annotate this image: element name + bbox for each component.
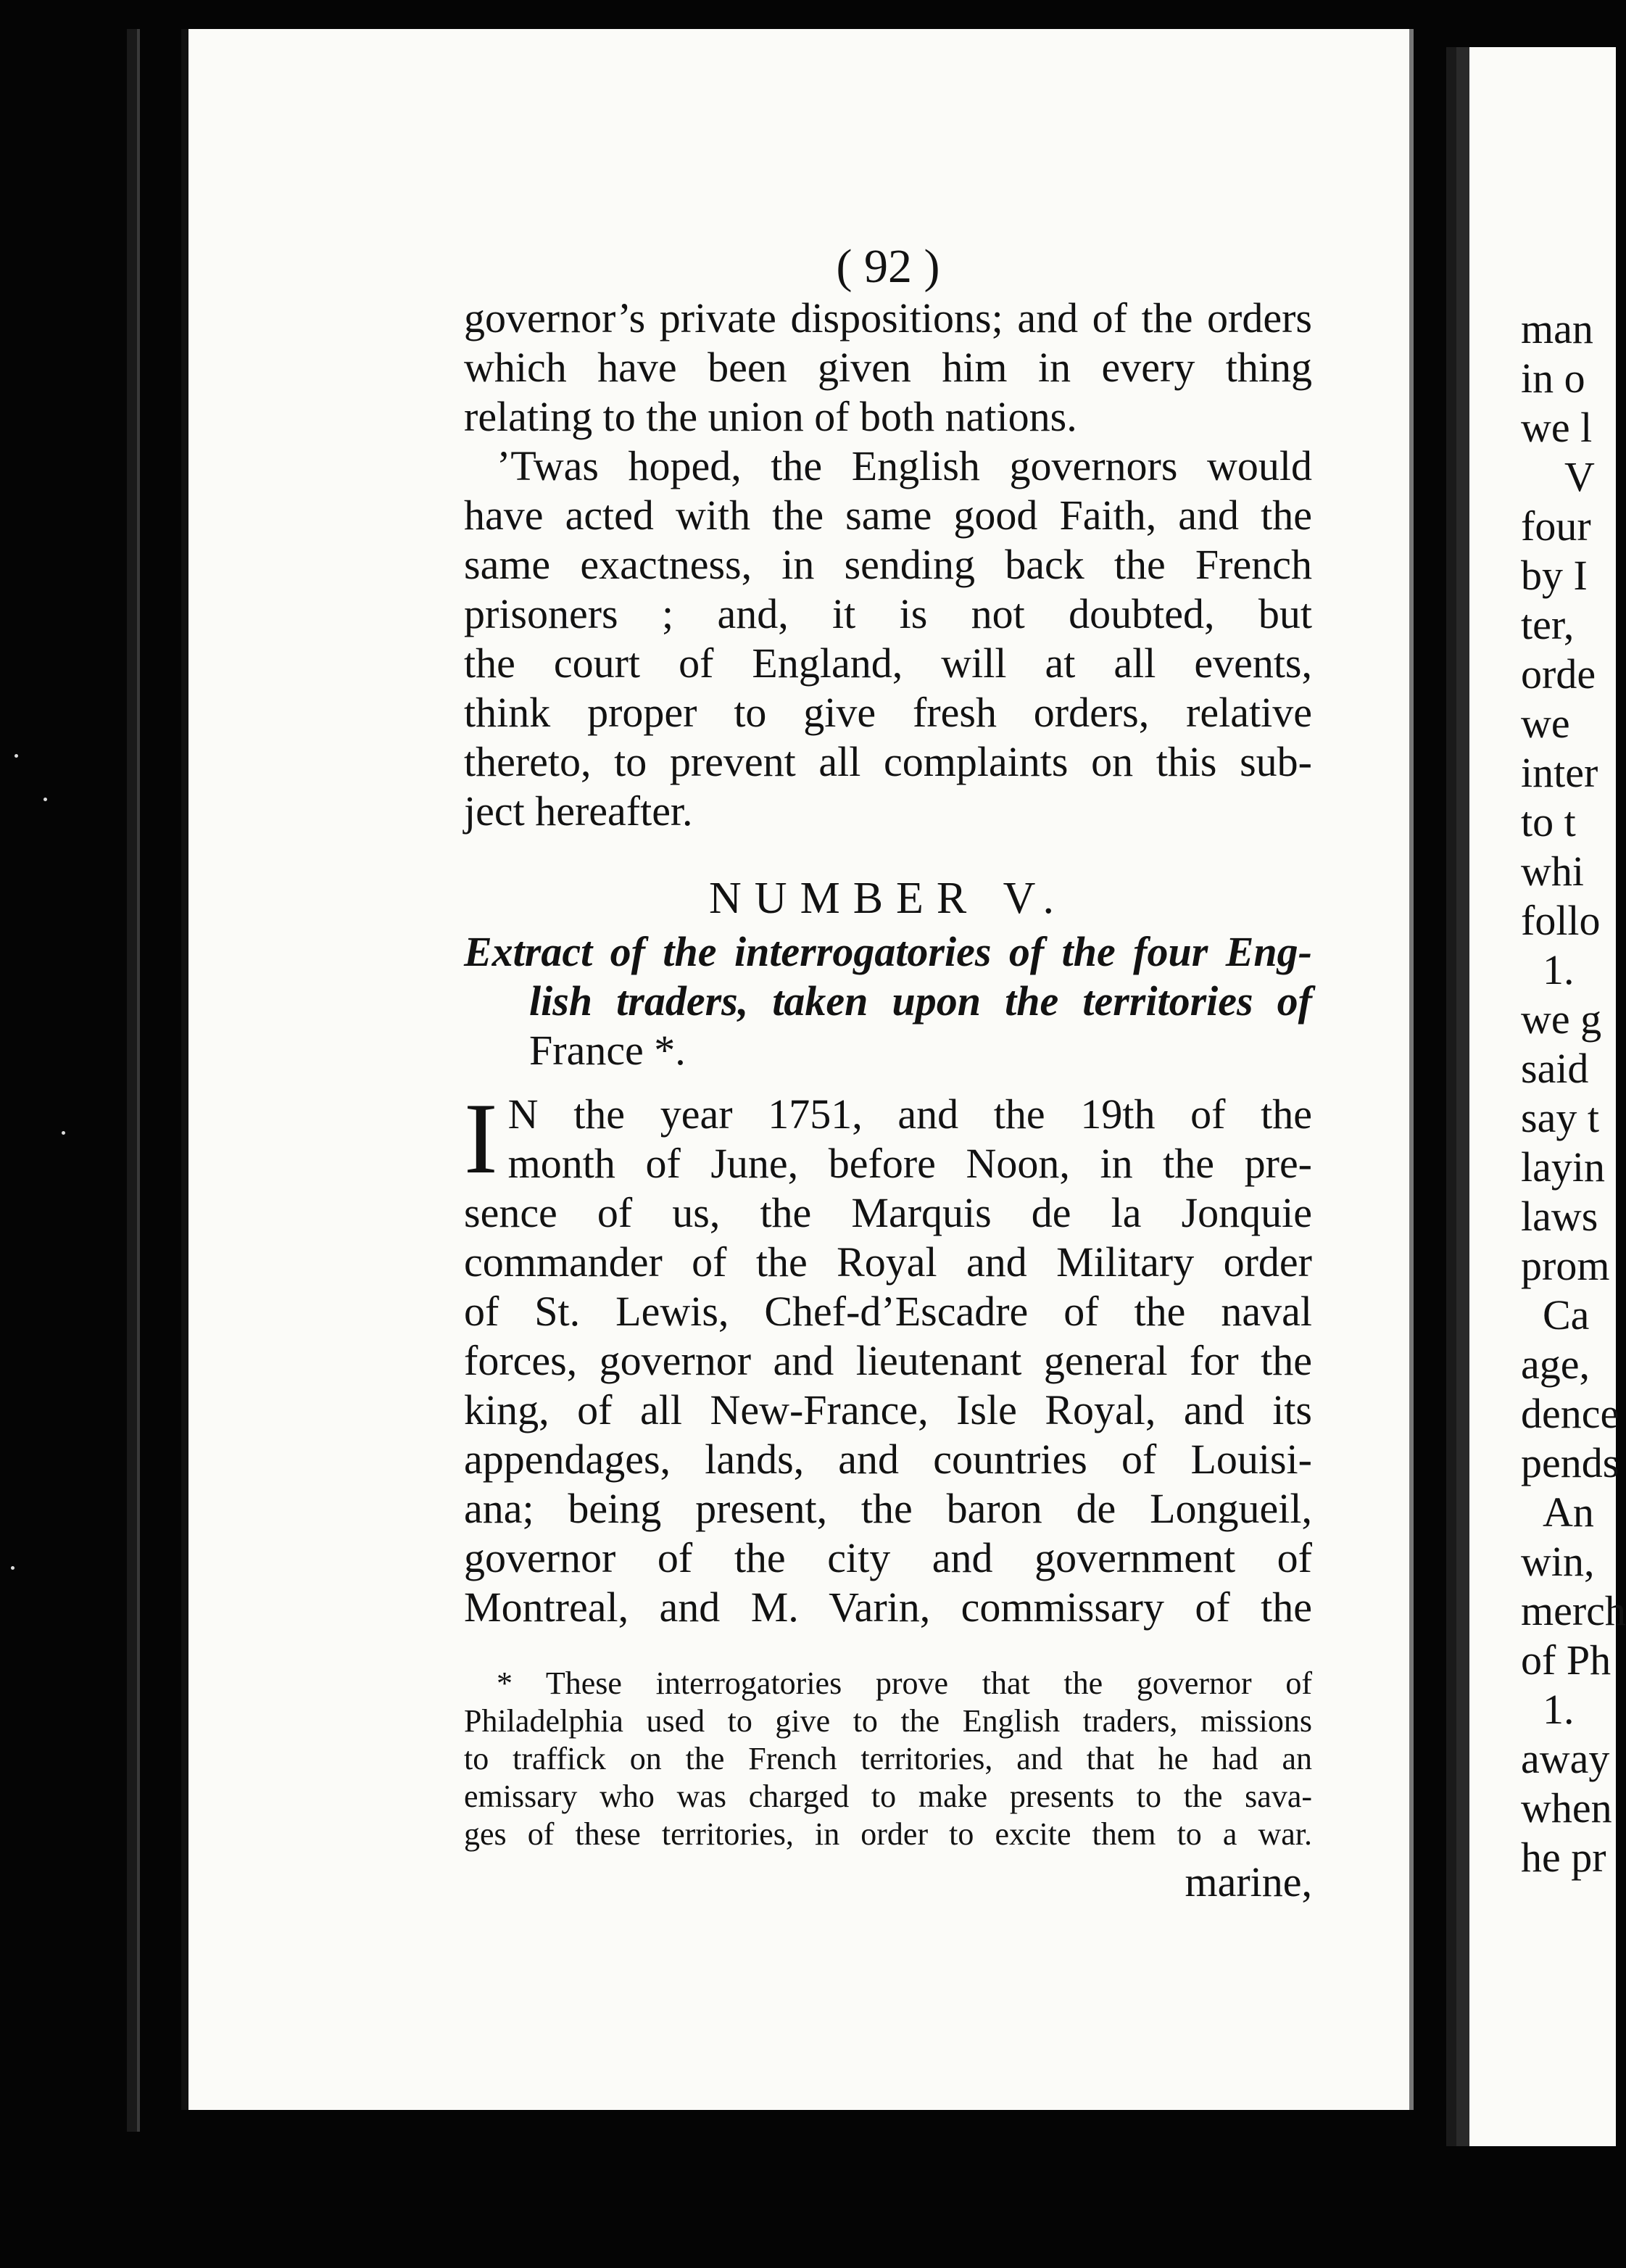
facing-line: said: [1521, 1045, 1589, 1092]
text-line: same exactness, in sending back the French: [464, 541, 1312, 588]
footnote-line: * These interrogatories prove that the governor of: [497, 1665, 1312, 1701]
text-line: France *.: [529, 1027, 686, 1074]
facing-line: orde: [1521, 650, 1596, 698]
facing-line: by I: [1521, 552, 1588, 599]
text-line: governor of the city and government of: [464, 1534, 1312, 1581]
catchword: marine,: [1185, 1858, 1312, 1905]
footnote-line: emissary who was charged to make presents to the sava-: [464, 1779, 1312, 1814]
scan-speck: [43, 798, 47, 801]
text-line: N the year 1751, and the 19th of the: [507, 1090, 1312, 1138]
text-line: forces, governor and lieutenant general for the: [464, 1337, 1312, 1384]
text-line: have acted with the same good Faith, and the: [464, 492, 1312, 539]
facing-line: when: [1521, 1784, 1612, 1832]
text-line: ’Twas hoped, the English governors would: [497, 442, 1312, 489]
text-line: lish traders, taken upon the territories of: [529, 977, 1312, 1025]
facing-line: whi: [1521, 848, 1584, 895]
facing-line: prom: [1521, 1242, 1610, 1289]
facing-line: he pr: [1521, 1834, 1606, 1881]
text-line: Extract of the interrogatories of the four Eng-: [464, 928, 1312, 975]
facing-line: age,: [1521, 1341, 1590, 1388]
text-line: sence of us, the Marquis de la Jonquie: [464, 1189, 1312, 1236]
facing-line: to t: [1521, 798, 1576, 845]
facing-line: laws: [1521, 1193, 1598, 1240]
binding-edge: [127, 29, 140, 2132]
scan-speck: [11, 1566, 14, 1570]
text-line: commander of the Royal and Military order: [464, 1238, 1312, 1286]
facing-line: we: [1521, 700, 1570, 747]
main-paragraph: [464, 1083, 1312, 1632]
text-line: month of June, before Noon, in the pre-: [507, 1140, 1312, 1187]
facing-line: An: [1543, 1489, 1594, 1536]
facing-line: we g: [1521, 996, 1602, 1043]
text-line: prisoners ; and, it is not doubted, but: [464, 590, 1312, 637]
facing-line: win,: [1521, 1538, 1595, 1585]
text-line: appendages, lands, and countries of Louisi-: [464, 1436, 1312, 1483]
left-page-text: [464, 294, 1312, 1907]
facing-line: 1.: [1543, 946, 1575, 993]
text-line: Montreal, and M. Varin, commissary of the: [464, 1584, 1312, 1631]
facing-line: of Ph: [1521, 1636, 1612, 1684]
facing-line: follo: [1521, 897, 1601, 944]
text-line: think proper to give fresh orders, relative: [464, 689, 1312, 736]
page-number: ( 92 ): [836, 240, 940, 293]
extract-title: [464, 927, 1312, 1075]
facing-line: Ca: [1543, 1291, 1590, 1338]
text-line: which have been given him in every thing: [464, 344, 1312, 391]
footnote-line: to traffick on the French territories, and that he had an: [464, 1741, 1312, 1776]
text-line: thereto, to prevent all complaints on this sub-: [464, 738, 1312, 785]
paragraph: [464, 442, 1312, 836]
text-line: the court of England, will at all events,: [464, 640, 1312, 687]
scan-speck: [62, 1131, 65, 1135]
opening-lines: [464, 294, 1312, 442]
facing-line: merch: [1521, 1587, 1626, 1634]
text-line: governor’s private dispositions; and of the orders: [464, 294, 1312, 342]
text-line: ana; being present, the baron de Longueil,: [464, 1485, 1312, 1532]
text-line: of St. Lewis, Chef-d’Escadre of the naval: [464, 1288, 1312, 1335]
facing-line: 1.: [1543, 1686, 1575, 1733]
facing-line: ter,: [1521, 601, 1575, 648]
facing-page-text: [1521, 305, 1626, 1882]
section-heading: NUMBER V.: [709, 874, 1067, 923]
facing-line: away: [1521, 1735, 1610, 1782]
facing-line: four: [1521, 502, 1591, 550]
facing-line: layin: [1521, 1143, 1605, 1191]
facing-line: man: [1521, 305, 1593, 352]
text-line: ject hereafter.: [464, 787, 693, 835]
drop-cap: I: [464, 1083, 498, 1195]
footnote-line: ges of these territories, in order to excite them to a war.: [464, 1816, 1312, 1852]
scan-speck: [14, 754, 18, 758]
footnote: [464, 1665, 1312, 1853]
facing-line: inter: [1521, 749, 1598, 796]
facing-line: in o: [1521, 355, 1585, 402]
facing-line: dence: [1521, 1390, 1619, 1437]
text-line: king, of all New-France, Isle Royal, and its: [464, 1386, 1312, 1433]
facing-line: pends: [1521, 1439, 1619, 1486]
facing-line: say t: [1521, 1094, 1599, 1141]
facing-line: V: [1564, 453, 1595, 500]
footnote-line: Philadelphia used to give to the English traders, missions: [464, 1703, 1312, 1739]
facing-line: we l: [1521, 404, 1593, 451]
text-line: relating to the union of both nations.: [464, 393, 1077, 440]
